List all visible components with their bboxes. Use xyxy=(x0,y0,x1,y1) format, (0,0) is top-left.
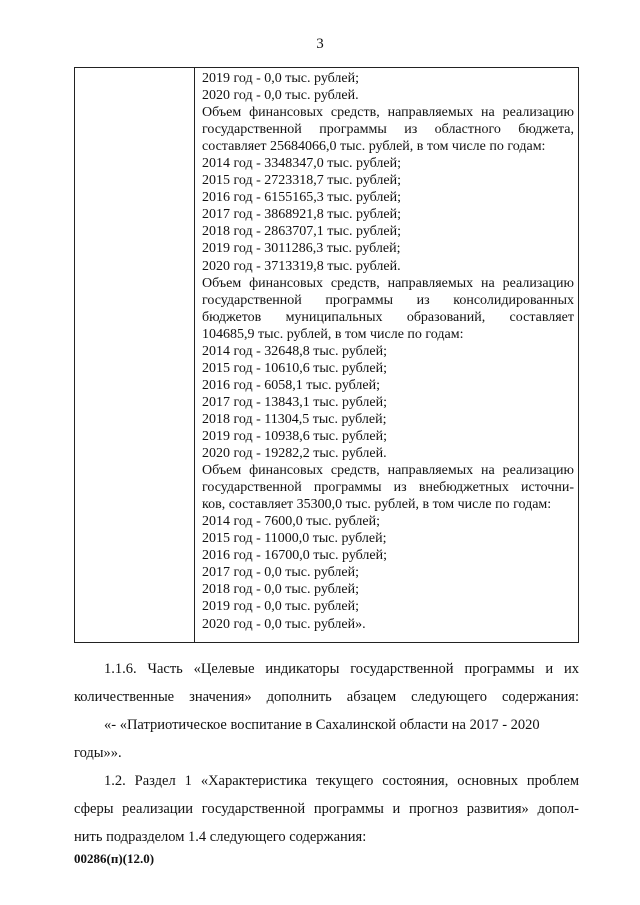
document-code: 00286(п)(12.0) xyxy=(74,851,155,866)
table-line: 2019 год - 0,0 тыс. рублей; xyxy=(202,71,360,86)
table-line: 2018 год - 2863707,1 тыс. рублей; xyxy=(202,224,402,240)
table-line: 2019 год - 3011286,3 тыс. рублей; xyxy=(202,241,401,257)
table-line: 2017 год - 3868921,8 тыс. рублей; xyxy=(202,207,402,223)
table-right-cell xyxy=(202,70,574,633)
amendment-paragraph-1-1-6 xyxy=(74,655,579,711)
table-line: 2020 год - 3713319,8 тыс. рублей. xyxy=(202,258,401,274)
passport-table xyxy=(74,67,579,643)
table-line: государственной программы из консолидированных xyxy=(202,292,574,308)
table-line: 2014 год - 3348347,0 тыс. рублей; xyxy=(202,156,402,172)
paragraph-line: годы»». xyxy=(74,745,122,761)
paragraph-line: 1.2. Раздел 1 «Характеристика текущего состояния, основных проблем xyxy=(104,773,579,789)
table-line: 2018 год - 11304,5 тыс. рублей; xyxy=(202,411,387,427)
table-line: государственной программы из внебюджетных источни- xyxy=(202,480,574,496)
paragraph-line: «- «Патриотическое воспитание в Сахалинской области на 2017 - 2020 xyxy=(104,717,540,733)
table-line: ков, составляет 35300,0 тыс. рублей, в том числе по годам: xyxy=(202,497,552,513)
table-line: государственной программы из областного бюджета, xyxy=(202,122,574,138)
table-line: 2020 год - 19282,2 тыс. рублей. xyxy=(202,446,387,462)
table-line: 2018 год - 0,0 тыс. рублей; xyxy=(202,582,360,598)
amendment-quote xyxy=(74,711,579,767)
table-line: бюджетов муниципальных образований, составляет xyxy=(202,309,574,325)
table-line: 2015 год - 10610,6 тыс. рублей; xyxy=(202,360,388,376)
table-line: 2014 год - 32648,8 тыс. рублей; xyxy=(202,343,388,359)
amendment-paragraph-1-2 xyxy=(74,767,579,851)
table-line: 2014 год - 7600,0 тыс. рублей; xyxy=(202,514,381,530)
table-line: 2020 год - 0,0 тыс. рублей. xyxy=(202,88,359,104)
table-line: 2015 год - 11000,0 тыс. рублей; xyxy=(202,531,387,547)
table-line: 2015 год - 2723318,7 тыс. рублей; xyxy=(202,173,402,189)
table-column-divider xyxy=(194,68,195,642)
table-line: Объем финансовых средств, направляемых на реализацию xyxy=(202,463,574,479)
table-line: 2016 год - 16700,0 тыс. рублей; xyxy=(202,548,388,564)
table-line: 2016 год - 6058,1 тыс. рублей; xyxy=(202,377,381,393)
table-line: 2019 год - 10938,6 тыс. рублей; xyxy=(202,428,388,444)
table-line: 2017 год - 13843,1 тыс. рублей; xyxy=(202,394,388,410)
paragraph-line: сферы реализации государственной программы и прогноз развития» допол- xyxy=(74,801,579,817)
table-line: 2017 год - 0,0 тыс. рублей; xyxy=(202,565,360,581)
table-line: 2019 год - 0,0 тыс. рублей; xyxy=(202,599,360,615)
table-line: 2016 год - 6155165,3 тыс. рублей; xyxy=(202,190,402,206)
paragraph-line: количественные значения» дополнить абзацем следующего содержания: xyxy=(74,689,579,705)
table-line: 104685,9 тыс. рублей, в том числе по годам: xyxy=(202,326,464,342)
paragraph-line: 1.1.6. Часть «Целевые индикаторы государственной программы и их xyxy=(104,661,579,677)
table-line: Объем финансовых средств, направляемых на реализацию xyxy=(202,105,574,121)
table-line: Объем финансовых средств, направляемых на реализацию xyxy=(202,275,574,291)
paragraph-line: нить подразделом 1.4 следующего содержания: xyxy=(74,829,367,845)
table-line: составляет 25684066,0 тыс. рублей, в том числе по годам: xyxy=(202,139,546,155)
table-line: 2020 год - 0,0 тыс. рублей». xyxy=(202,616,366,632)
page-number: 3 xyxy=(316,36,324,52)
